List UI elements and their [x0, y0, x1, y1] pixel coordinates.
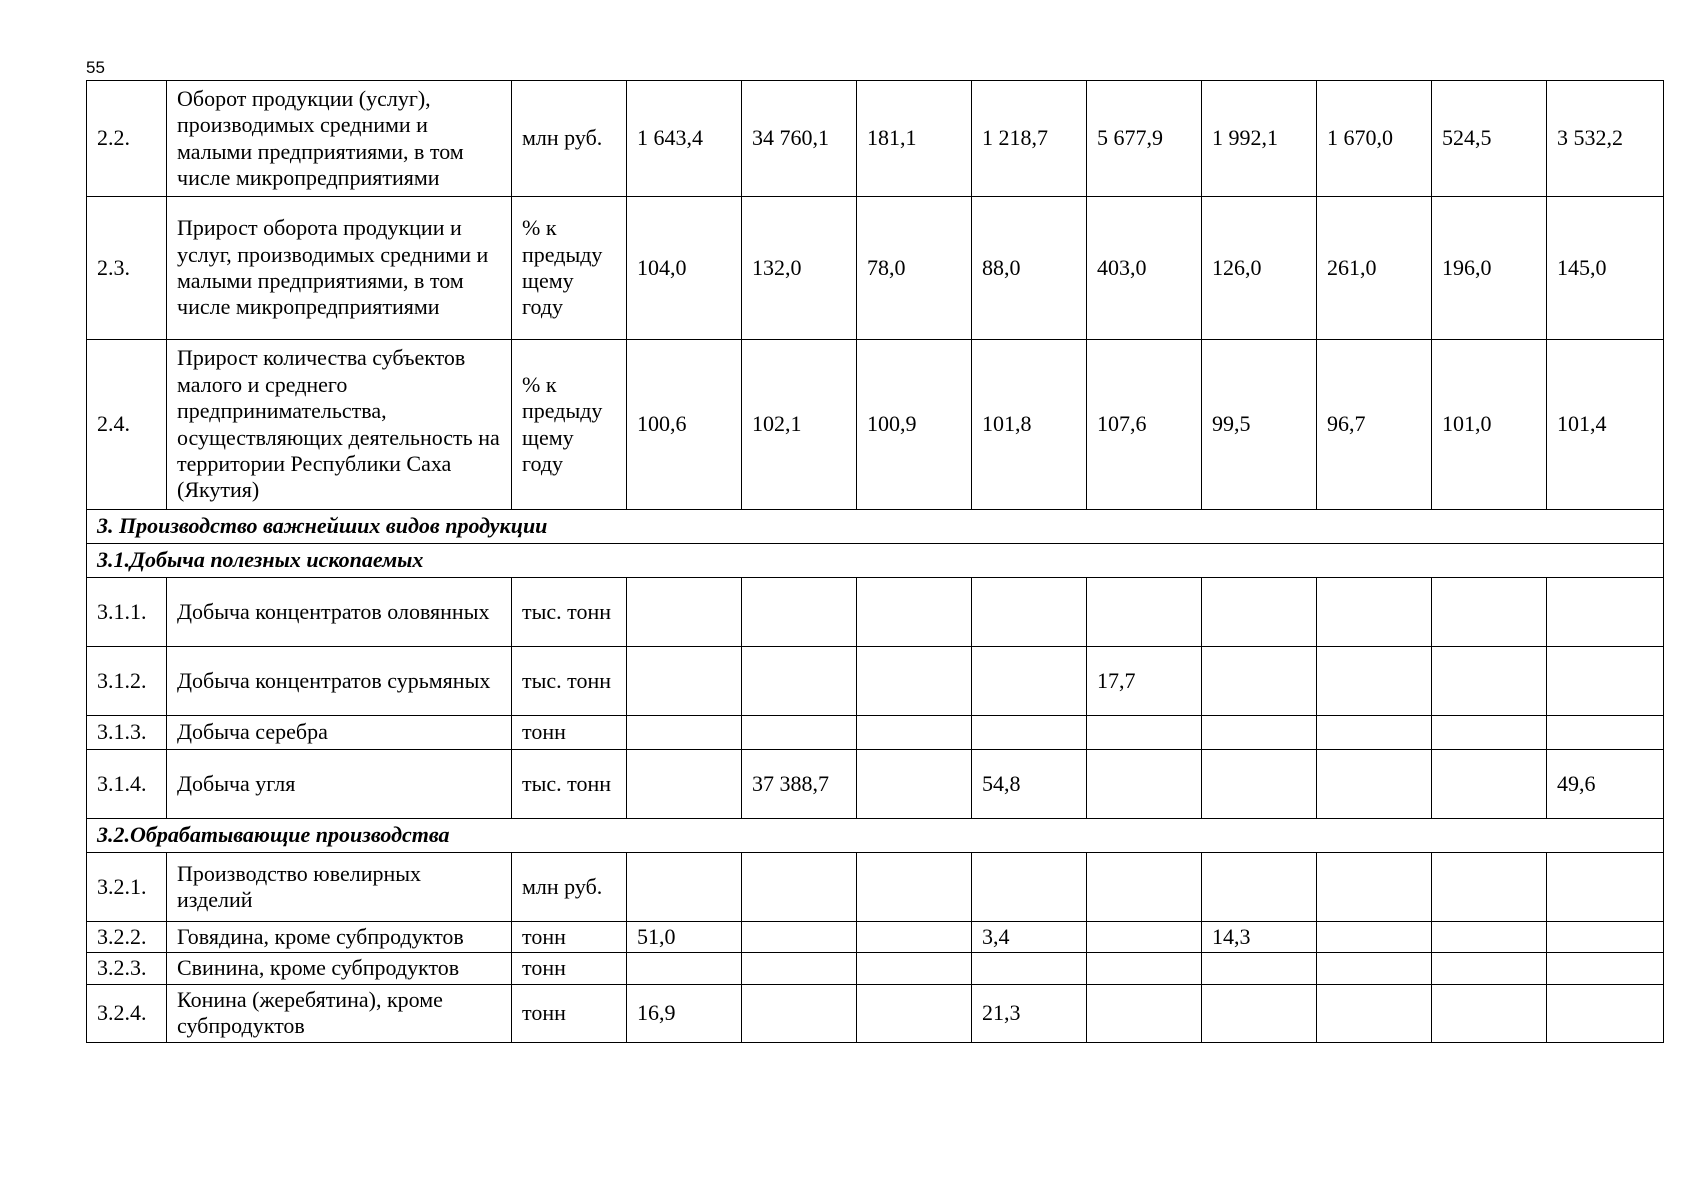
table-row — [87, 750, 1664, 819]
unit-cell: % к предыду щему году — [512, 340, 627, 510]
indicator-name: Прирост количества субъектов малого и среднего предпринимательства, осуществляющих деятельность на территории Республики Саха (Якутия) — [167, 340, 512, 510]
value-cell — [972, 578, 1087, 647]
table-row — [87, 197, 1664, 340]
value-cell — [1317, 716, 1432, 750]
value-cell: 5 677,9 — [1087, 81, 1202, 197]
value-cell — [1202, 716, 1317, 750]
value-cell — [1202, 647, 1317, 716]
value-cell — [1432, 984, 1547, 1042]
value-cell: 1 670,0 — [1317, 81, 1432, 197]
value-cell — [627, 578, 742, 647]
value-cell — [742, 953, 857, 984]
value-cell: 17,7 — [1087, 647, 1202, 716]
section-title: 3.2.Обрабатывающие производства — [87, 819, 1664, 853]
value-cell — [1087, 984, 1202, 1042]
unit-cell: тонн — [512, 984, 627, 1042]
section-title: 3.1.Добыча полезных ископаемых — [87, 544, 1664, 578]
indicator-name: Добыча угля — [167, 750, 512, 819]
unit-cell: тыс. тонн — [512, 750, 627, 819]
value-cell — [1087, 853, 1202, 922]
value-cell — [972, 953, 1087, 984]
indicator-name: Прирост оборота продукции и услуг, производимых средними и малыми предприятиями, в том числе микропредприятиями — [167, 197, 512, 340]
value-cell — [857, 922, 972, 953]
table-row — [87, 81, 1664, 197]
value-cell — [1432, 578, 1547, 647]
row-number: 3.1.3. — [87, 716, 167, 750]
value-cell — [1087, 750, 1202, 819]
value-cell — [1547, 922, 1664, 953]
unit-cell: тыс. тонн — [512, 578, 627, 647]
unit-cell: тыс. тонн — [512, 647, 627, 716]
value-cell — [1432, 953, 1547, 984]
indicators-table — [86, 80, 1664, 1043]
value-cell — [857, 716, 972, 750]
value-cell — [857, 578, 972, 647]
value-cell — [1317, 578, 1432, 647]
row-number: 3.1.4. — [87, 750, 167, 819]
value-cell — [1087, 953, 1202, 984]
value-cell — [1317, 984, 1432, 1042]
value-cell: 1 992,1 — [1202, 81, 1317, 197]
indicator-name: Добыча серебра — [167, 716, 512, 750]
value-cell — [742, 922, 857, 953]
indicator-name: Конина (жеребятина), кроме субпродуктов — [167, 984, 512, 1042]
value-cell: 3,4 — [972, 922, 1087, 953]
row-number: 3.2.2. — [87, 922, 167, 953]
value-cell — [627, 647, 742, 716]
value-cell — [1432, 716, 1547, 750]
value-cell — [1547, 853, 1664, 922]
table-row — [87, 984, 1664, 1042]
table-row — [87, 340, 1664, 510]
value-cell — [1317, 953, 1432, 984]
row-number: 3.1.2. — [87, 647, 167, 716]
value-cell: 78,0 — [857, 197, 972, 340]
indicator-name: Говядина, кроме субпродуктов — [167, 922, 512, 953]
value-cell: 14,3 — [1202, 922, 1317, 953]
indicator-name: Добыча концентратов оловянных — [167, 578, 512, 647]
value-cell: 102,1 — [742, 340, 857, 510]
value-cell — [742, 578, 857, 647]
value-cell: 16,9 — [627, 984, 742, 1042]
value-cell: 126,0 — [1202, 197, 1317, 340]
value-cell: 1 643,4 — [627, 81, 742, 197]
unit-cell: тонн — [512, 922, 627, 953]
value-cell: 49,6 — [1547, 750, 1664, 819]
section-row — [87, 544, 1664, 578]
value-cell — [857, 853, 972, 922]
value-cell: 261,0 — [1317, 197, 1432, 340]
value-cell: 51,0 — [627, 922, 742, 953]
value-cell: 196,0 — [1432, 197, 1547, 340]
value-cell — [627, 953, 742, 984]
page-number: 55 — [86, 58, 105, 77]
indicator-name: Добыча концентратов сурьмяных — [167, 647, 512, 716]
value-cell — [1202, 578, 1317, 647]
table-row — [87, 578, 1664, 647]
value-cell — [1432, 853, 1547, 922]
value-cell — [742, 853, 857, 922]
value-cell — [1547, 647, 1664, 716]
value-cell — [972, 647, 1087, 716]
indicator-name: Свинина, кроме субпродуктов — [167, 953, 512, 984]
value-cell: 21,3 — [972, 984, 1087, 1042]
unit-cell: млн руб. — [512, 81, 627, 197]
value-cell: 96,7 — [1317, 340, 1432, 510]
value-cell — [1317, 647, 1432, 716]
value-cell — [857, 750, 972, 819]
value-cell: 37 388,7 — [742, 750, 857, 819]
value-cell: 99,5 — [1202, 340, 1317, 510]
section-title: 3. Производство важнейших видов продукции — [87, 510, 1664, 544]
value-cell — [972, 716, 1087, 750]
value-cell: 1 218,7 — [972, 81, 1087, 197]
value-cell — [1547, 953, 1664, 984]
value-cell: 101,0 — [1432, 340, 1547, 510]
value-cell — [1202, 750, 1317, 819]
value-cell — [1547, 716, 1664, 750]
value-cell: 132,0 — [742, 197, 857, 340]
value-cell — [627, 716, 742, 750]
unit-cell: % к предыду щему году — [512, 197, 627, 340]
value-cell — [1087, 578, 1202, 647]
value-cell: 100,9 — [857, 340, 972, 510]
value-cell: 54,8 — [972, 750, 1087, 819]
value-cell: 524,5 — [1432, 81, 1547, 197]
table-row — [87, 953, 1664, 984]
value-cell: 101,8 — [972, 340, 1087, 510]
value-cell — [1317, 750, 1432, 819]
value-cell — [1432, 922, 1547, 953]
value-cell: 181,1 — [857, 81, 972, 197]
row-number: 3.2.1. — [87, 853, 167, 922]
unit-cell: тонн — [512, 716, 627, 750]
value-cell: 34 760,1 — [742, 81, 857, 197]
value-cell — [1317, 853, 1432, 922]
table-row — [87, 647, 1664, 716]
value-cell — [1202, 984, 1317, 1042]
unit-cell: млн руб. — [512, 853, 627, 922]
value-cell — [1432, 647, 1547, 716]
row-number: 3.1.1. — [87, 578, 167, 647]
value-cell — [857, 647, 972, 716]
value-cell — [1547, 984, 1664, 1042]
value-cell — [742, 984, 857, 1042]
value-cell — [742, 647, 857, 716]
unit-cell: тонн — [512, 953, 627, 984]
row-number: 3.2.4. — [87, 984, 167, 1042]
value-cell — [742, 716, 857, 750]
table-row — [87, 922, 1664, 953]
value-cell: 101,4 — [1547, 340, 1664, 510]
value-cell — [1547, 578, 1664, 647]
table-row — [87, 716, 1664, 750]
value-cell — [1202, 953, 1317, 984]
value-cell: 403,0 — [1087, 197, 1202, 340]
value-cell — [627, 750, 742, 819]
value-cell — [1087, 716, 1202, 750]
section-row — [87, 510, 1664, 544]
row-number: 3.2.3. — [87, 953, 167, 984]
value-cell — [1202, 853, 1317, 922]
value-cell — [1317, 922, 1432, 953]
row-number: 2.2. — [87, 81, 167, 197]
row-number: 2.3. — [87, 197, 167, 340]
value-cell — [627, 853, 742, 922]
value-cell — [972, 853, 1087, 922]
value-cell: 104,0 — [627, 197, 742, 340]
value-cell: 107,6 — [1087, 340, 1202, 510]
section-row — [87, 819, 1664, 853]
value-cell: 3 532,2 — [1547, 81, 1664, 197]
value-cell: 88,0 — [972, 197, 1087, 340]
row-number: 2.4. — [87, 340, 167, 510]
indicator-name: Производство ювелирных изделий — [167, 853, 512, 922]
value-cell: 100,6 — [627, 340, 742, 510]
value-cell — [1432, 750, 1547, 819]
value-cell — [1087, 922, 1202, 953]
value-cell: 145,0 — [1547, 197, 1664, 340]
value-cell — [857, 984, 972, 1042]
indicator-name: Оборот продукции (услуг), производимых средними и малыми предприятиями, в том числе микропредприятиями — [167, 81, 512, 197]
table-row — [87, 853, 1664, 922]
value-cell — [857, 953, 972, 984]
